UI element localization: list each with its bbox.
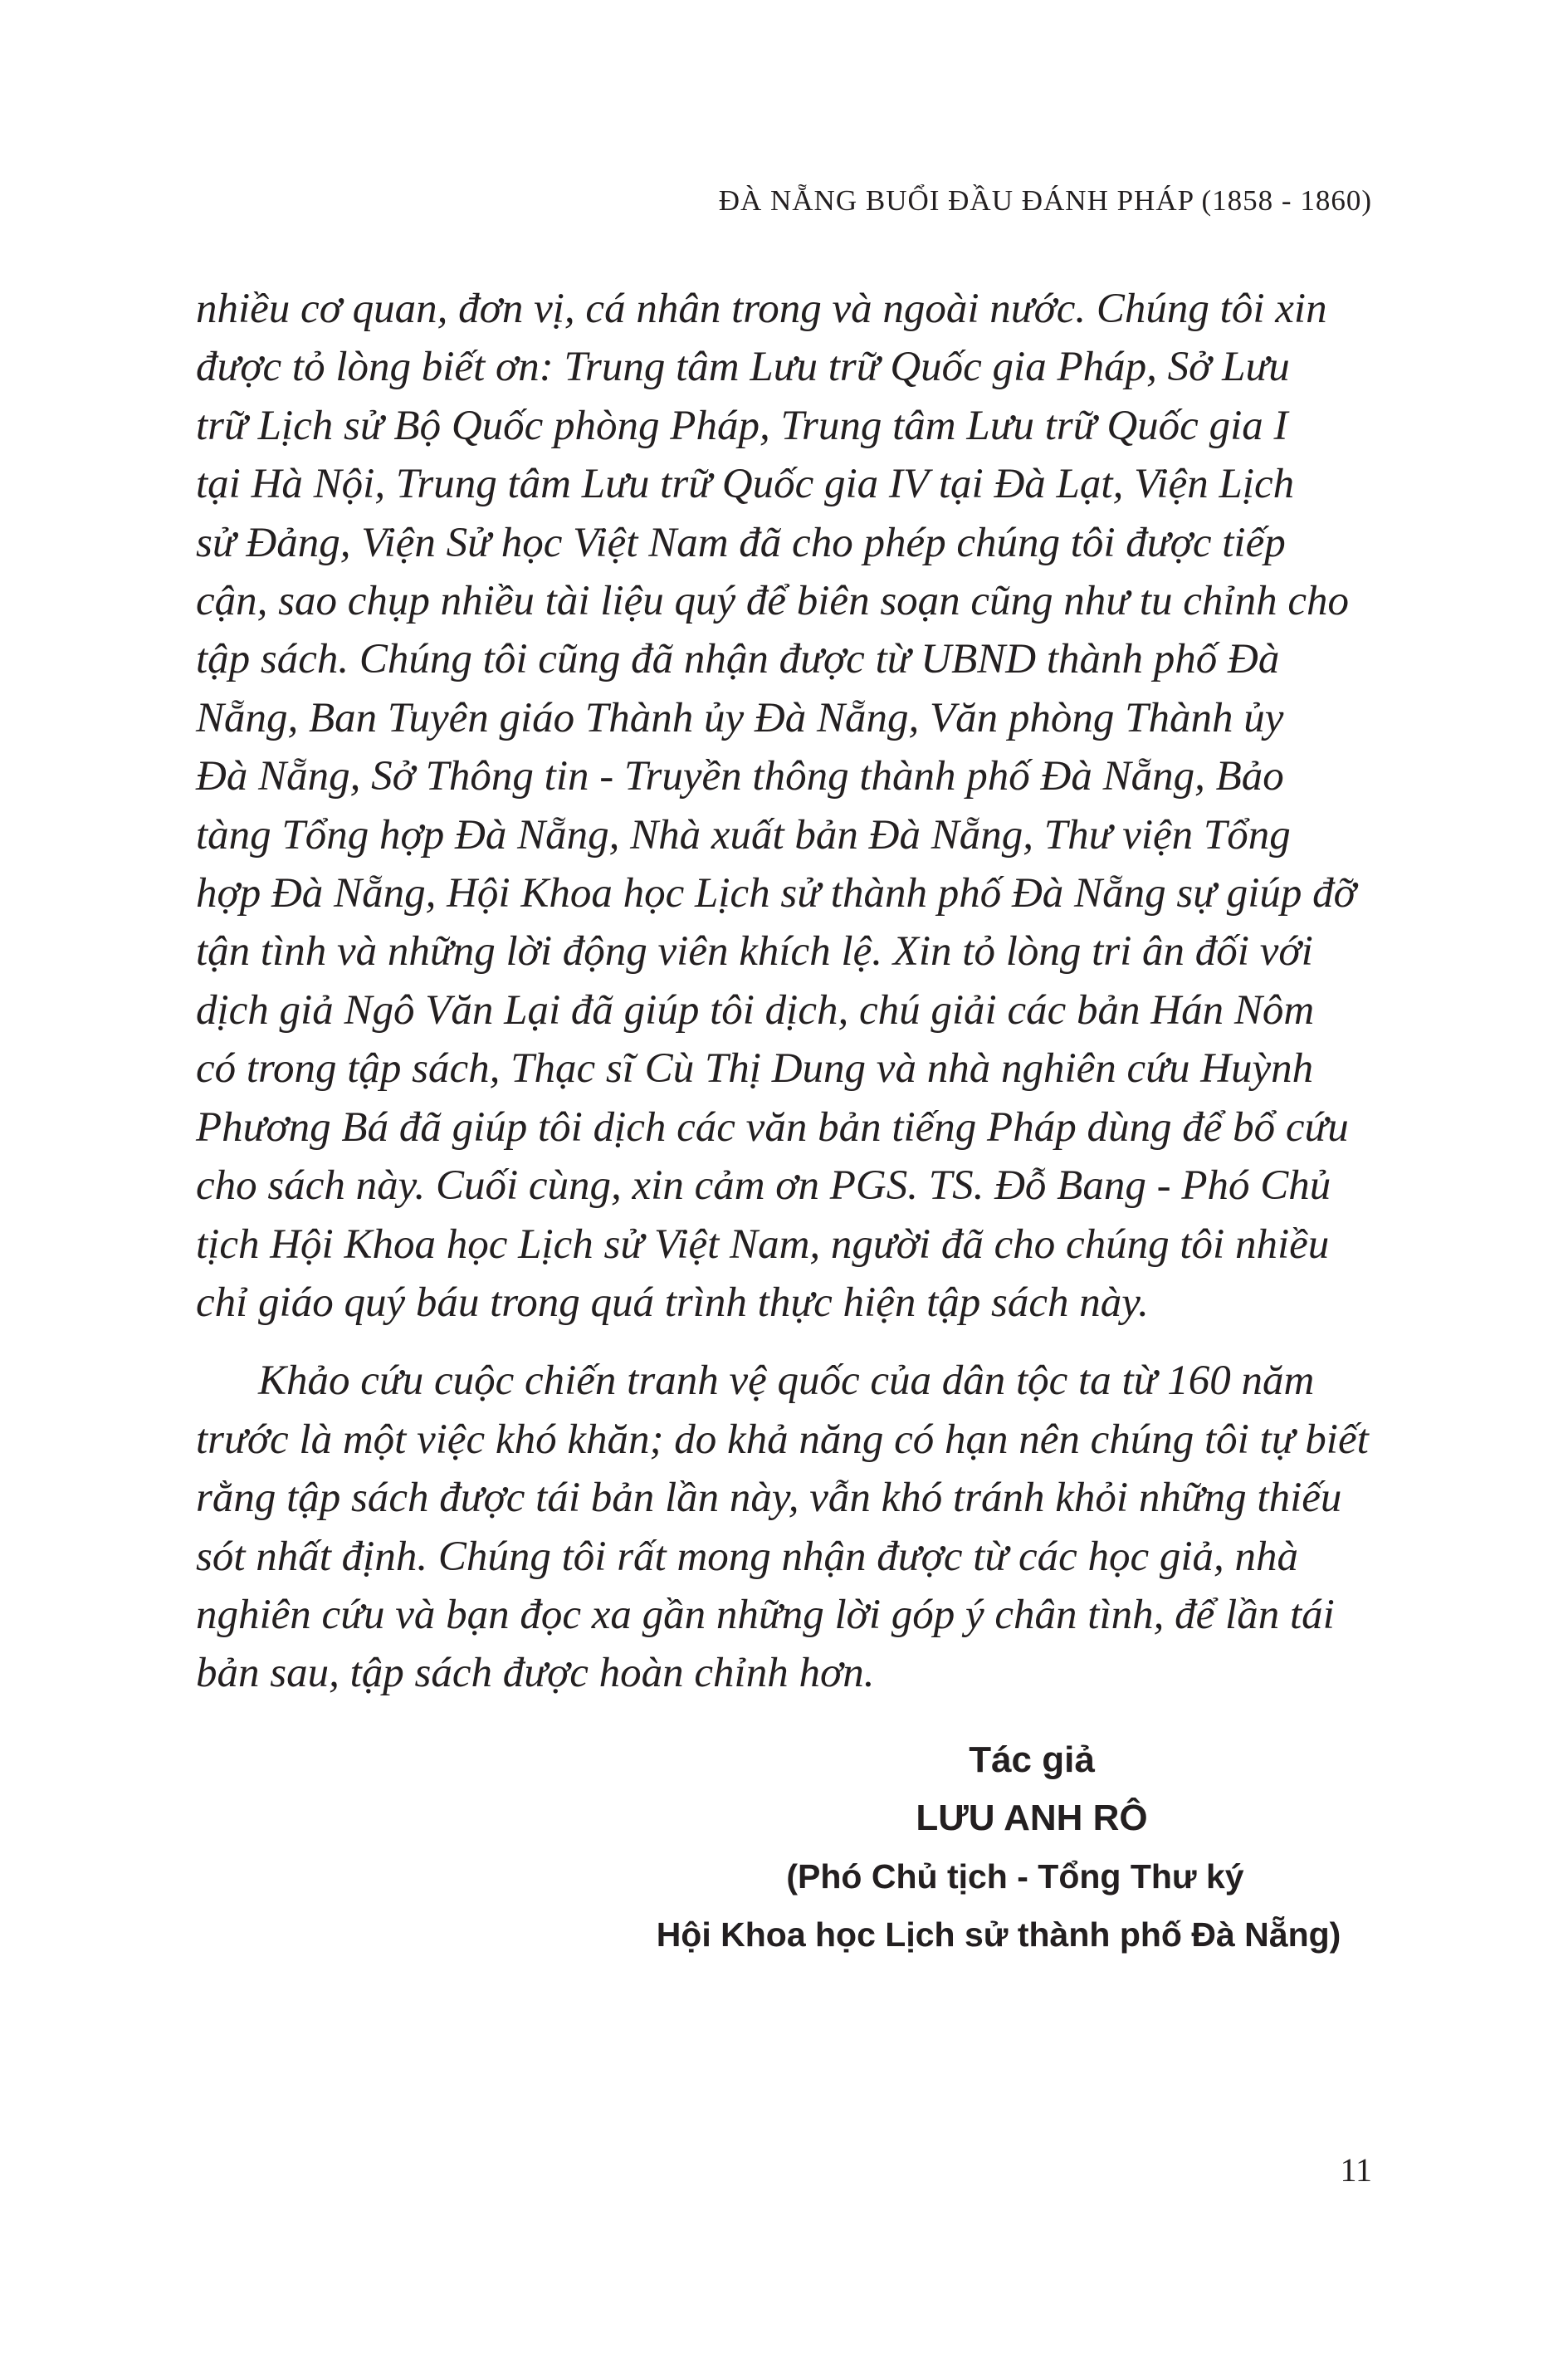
text-line: trữ Lịch sử Bộ Quốc phòng Pháp, Trung tâm Lưu trữ Quốc gia I xyxy=(196,402,1288,449)
text-line: cận, sao chụp nhiều tài liệu quý để biên soạn cũng như tu chỉnh cho xyxy=(196,578,1349,625)
text-line: rằng tập sách được tái bản lần này, vẫn khó tránh khỏi những thiếu xyxy=(196,1475,1342,1522)
text-line: Khảo cứu cuộc chiến tranh vệ quốc của dân tộc ta từ 160 năm xyxy=(258,1358,1315,1405)
text-line: tại Hà Nội, Trung tâm Lưu trữ Quốc gia IV tại Đà Lạt, Viện Lịch xyxy=(196,461,1295,508)
paragraph-spacer xyxy=(196,1332,1373,1352)
text-line: sử Đảng, Viện Sử học Việt Nam đã cho phép chúng tôi được tiếp xyxy=(196,519,1286,566)
text-line: trước là một việc khó khăn; do khả năng có hạn nên chúng tôi tự biết xyxy=(196,1416,1369,1463)
text-line: sót nhất định. Chúng tôi rất mong nhận được từ các học giả, nhà xyxy=(196,1533,1299,1580)
text-line: nhiều cơ quan, đơn vị, cá nhân trong và ngoài nước. Chúng tôi xin xyxy=(196,286,1327,332)
text-line: nghiên cứu và bạn đọc xa gần những lời góp ý chân tình, để lần tái xyxy=(196,1591,1335,1638)
text-line: tàng Tổng hợp Đà Nẵng, Nhà xuất bản Đà Nẵng, Thư viện Tổng xyxy=(196,811,1291,859)
text-line: cho sách này. Cuối cùng, xin cảm ơn PGS. TS. Đỗ Bang - Phó Chủ xyxy=(196,1162,1331,1210)
author-name: LƯU ANH RÔ xyxy=(916,1798,1148,1838)
text-line: tập sách. Chúng tôi cũng đã nhận được từ UBND thành phố Đà xyxy=(196,636,1280,683)
text-line: tịch Hội Khoa học Lịch sử Việt Nam, người đã cho chúng tôi nhiều xyxy=(196,1221,1330,1268)
body-text xyxy=(196,280,1373,1703)
text-line: hợp Đà Nẵng, Hội Khoa học Lịch sử thành phố Đà Nẵng sự giúp đỡ xyxy=(196,870,1356,917)
text-line: chỉ giáo quý báu trong quá trình thực hiện tập sách này. xyxy=(196,1279,1149,1326)
text-line: được tỏ lòng biết ơn: Trung tâm Lưu trữ Quốc gia Pháp, Sở Lưu xyxy=(196,344,1290,391)
page-number: 11 xyxy=(1340,2151,1372,2189)
paragraph-acknowledgements xyxy=(196,280,1373,1332)
text-line: Nẵng, Ban Tuyên giáo Thành ủy Đà Nẵng, Văn phòng Thành ủy xyxy=(196,694,1284,741)
author-position-line-2: Hội Khoa học Lịch sử thành phố Đà Nẵng) xyxy=(656,1915,1341,1954)
paragraph-closing-remarks xyxy=(196,1352,1373,1702)
text-line: có trong tập sách, Thạc sĩ Cù Thị Dung và nhà nghiên cứu Huỳnh xyxy=(196,1045,1314,1093)
text-line: bản sau, tập sách được hoàn chỉnh hơn. xyxy=(196,1650,875,1697)
text-line: dịch giả Ngô Văn Lại đã giúp tôi dịch, chú giải các bản Hán Nôm xyxy=(196,986,1315,1034)
text-line: tận tình và những lời động viên khích lệ. Xin tỏ lòng tri ân đối với xyxy=(196,928,1313,976)
text-line: Phương Bá đã giúp tôi dịch các văn bản tiếng Pháp dùng để bổ cứu xyxy=(196,1103,1349,1151)
author-role: Tác giả xyxy=(969,1739,1095,1780)
running-header: ĐÀ NẴNG BUỔI ĐẦU ĐÁNH PHÁP (1858 - 1860) xyxy=(718,184,1372,217)
author-signature-block xyxy=(625,1731,1372,1964)
text-line: Đà Nẵng, Sở Thông tin - Truyền thông thành phố Đà Nẵng, Bảo xyxy=(196,753,1284,800)
author-position-line-1: (Phó Chủ tịch - Tổng Thư ký xyxy=(786,1857,1244,1896)
